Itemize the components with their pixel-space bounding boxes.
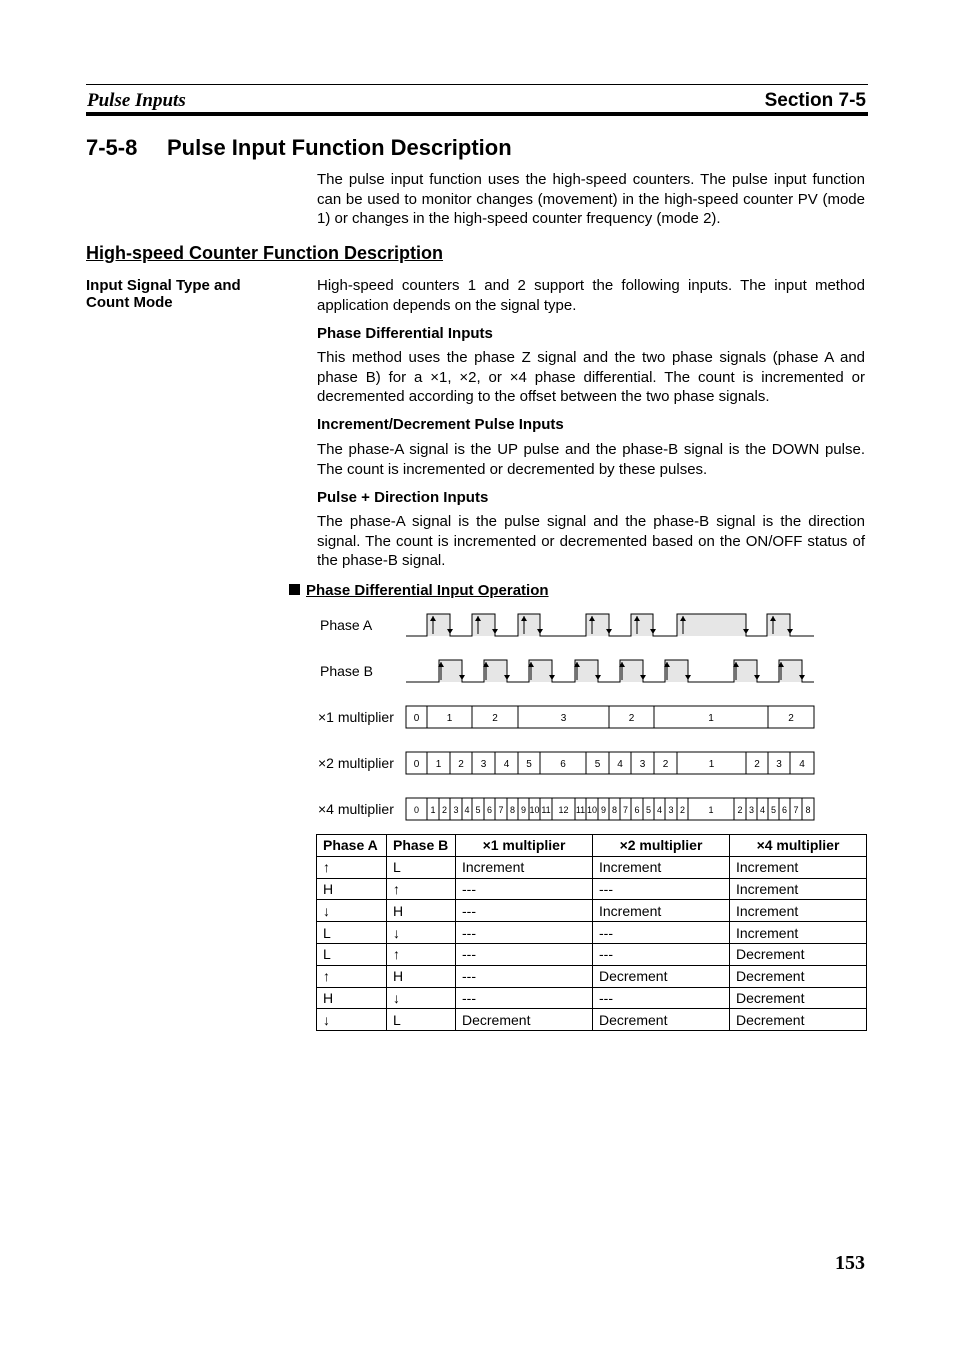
pulse-fill [734,660,757,682]
table-cell: --- [593,922,730,944]
count-value: 8 [509,805,516,815]
table-cell: H [387,900,456,922]
count-value: 3 [748,805,755,815]
count-value: 2 [458,759,464,770]
intro-paragraph: The pulse input function uses the high-speed counters. The pulse input function can be used to monitor changes (movement) in the high-speed counter PV (mode 1) or changes in the high-speed counter frequency (mode 2). [317,171,865,227]
page-number: 153 [835,1252,865,1274]
table-cell: Decrement [593,1009,730,1031]
table-cell: --- [456,922,593,944]
header-chapter: Pulse Inputs [87,90,186,111]
pulse-fill [518,614,540,636]
count-value: 3 [639,759,646,770]
header-top-rule [86,84,868,85]
pulse-fill [620,660,643,682]
waveform-line [406,614,814,636]
pulse-fill [575,660,598,682]
timing-labels [318,617,394,817]
pulse-fill [677,614,746,636]
table-cell: ↑ [317,856,387,878]
pulse-fill [484,660,507,682]
table-cell: ↑ [317,965,387,987]
table-row [317,856,867,878]
table-row [317,922,867,944]
timing-label: Phase A [320,617,373,633]
count-value: 1 [446,713,453,724]
count-value: 1 [430,805,436,815]
count-value: 12 [558,805,569,815]
x2-multiplier-row [406,752,814,774]
col-x2: ×2 multiplier [593,835,730,857]
table-cell: --- [456,943,593,965]
count-value: 2 [628,713,635,724]
table-cell: --- [593,987,730,1009]
table-cell: L [317,943,387,965]
pulse-fill [631,614,653,636]
table-cell: Increment [730,878,867,900]
table-cell: --- [456,987,593,1009]
table-cell: --- [456,878,593,900]
phase-a-waveform [406,614,814,636]
count-value: 4 [799,759,805,770]
count-value: 10 [529,805,540,815]
count-value: 6 [781,805,788,815]
count-value: 11 [541,805,551,815]
table-cell: --- [593,943,730,965]
table-cell: ↓ [317,1009,387,1031]
count-value: 0 [413,805,420,815]
table-row [317,900,867,922]
pulsedir-paragraph: The phase-A signal is the pulse signal and the phase-B signal is the direction signal. The count is incremented or decremented based on the ON/OFF status of the phase-B signal. [317,513,865,569]
count-value: 5 [770,805,777,815]
table-row [317,1009,867,1031]
pulse-fill [439,660,462,682]
count-value: 4 [617,759,623,770]
col-x4: ×4 multiplier [730,835,867,857]
count-value: 3 [668,805,674,815]
count-value: 4 [759,805,766,815]
signal-type-paragraph: High-speed counters 1 and 2 support the following inputs. The input method application depends on the signal type. [317,277,865,314]
count-value: 5 [645,805,652,815]
count-value: 1 [708,713,714,724]
table-cell: Increment [593,900,730,922]
table-row [317,987,867,1009]
table-cell: --- [456,965,593,987]
count-value: 2 [737,805,743,815]
table-row [317,943,867,965]
x4-multiplier-row [406,798,814,820]
square-bullet-icon [289,584,300,595]
count-value: 1 [708,805,714,815]
table-cell: Decrement [593,965,730,987]
incdec-paragraph: The phase-A signal is the UP pulse and the phase-B signal is the DOWN pulse. The count is incremented or decremented by these pulses. [317,441,865,478]
table-row [317,878,867,900]
count-value: 5 [475,805,481,815]
col-phase-b: Phase B [387,835,456,857]
count-value: 7 [793,805,799,815]
table-cell: H [387,965,456,987]
header-rule [86,112,868,116]
pulse-fill [779,660,802,682]
phase-differential-table [316,834,867,1031]
count-value: 1 [435,759,442,770]
count-value: 2 [441,805,448,815]
col-phase-a: Phase A [317,835,387,857]
count-value: 2 [788,713,794,724]
table-cell: Increment [456,856,593,878]
count-value: 4 [656,805,663,815]
count-value: 3 [453,805,459,815]
table-cell: H [317,878,387,900]
count-value: 6 [560,759,566,770]
table-cell: L [317,922,387,944]
count-value: 8 [805,805,811,815]
table-cell: Decrement [456,1009,593,1031]
count-value: 7 [622,805,629,815]
col-x1: ×1 multiplier [456,835,593,857]
count-value: 3 [560,713,567,724]
timing-label: ×2 multiplier [318,755,394,771]
table-cell: Increment [593,856,730,878]
table-cell: Decrement [730,987,867,1009]
table-cell: ↑ [387,943,456,965]
table-cell: ↑ [387,878,456,900]
count-value: 3 [480,759,487,770]
x1-multiplier-row [406,706,814,728]
side-label: Input Signal Type and Count Mode [86,277,241,311]
count-value: 7 [498,805,504,815]
table-cell: ↓ [317,900,387,922]
count-value: 4 [464,805,470,815]
section-title: Pulse Input Function Description [167,135,512,160]
count-value: 6 [486,805,493,815]
header-section: Section 7-5 [764,90,866,111]
pulse-fill [472,614,495,636]
count-value: 8 [611,805,618,815]
table-cell: H [317,987,387,1009]
table-cell: Increment [730,922,867,944]
count-value: 2 [492,713,498,724]
table-header-row [317,835,867,857]
table-cell: L [387,856,456,878]
section-number: 7-5-8 [86,135,138,160]
count-value: 1 [708,759,715,770]
timing-label: Phase B [320,663,373,679]
subheading: High-speed Counter Function Description [86,243,444,263]
pulse-fill [529,660,552,682]
pulse-fill [665,660,688,682]
phase-diff-paragraph: This method uses the phase Z signal and the two phase signals (phase A and phase B) for a ×1, ×2, or ×4 phase differential. The count is incremented or decremented according to the offset between the two phase signals. [317,349,865,405]
pulse-fill [427,614,450,636]
table-cell: Decrement [730,965,867,987]
count-value: 9 [600,805,607,815]
pulse-fill [586,614,609,636]
count-value: 11 [575,805,586,815]
operation-title-text: Phase Differential Input Operation [306,582,549,599]
table-cell: Decrement [730,1009,867,1031]
phase-b-waveform [406,660,814,682]
operation-title [289,582,549,599]
count-value: 5 [526,759,532,770]
table-cell: ↓ [387,987,456,1009]
table-row [317,965,867,987]
timing-diagram [300,600,830,830]
table-cell: L [387,1009,456,1031]
count-value: 2 [679,805,686,815]
table-cell: Increment [730,900,867,922]
section-heading [86,135,512,161]
count-value: 2 [662,759,669,770]
count-value: 4 [503,759,510,770]
count-value: 0 [413,713,420,724]
pulse-fill [767,614,790,636]
timing-label: ×4 multiplier [318,801,394,817]
count-value: 3 [776,759,782,770]
incdec-heading: Increment/Decrement Pulse Inputs [317,416,564,433]
count-value: 10 [586,805,598,815]
timing-label: ×1 multiplier [318,709,394,725]
count-value: 2 [754,759,760,770]
table-cell: --- [456,900,593,922]
table-cell: --- [593,878,730,900]
table-cell: ↓ [387,922,456,944]
phase-diff-heading: Phase Differential Inputs [317,325,493,342]
count-value: 5 [594,759,601,770]
count-value: 6 [634,805,640,815]
count-value: 9 [520,805,527,815]
pulsedir-heading: Pulse + Direction Inputs [317,489,489,506]
table-cell: Increment [730,856,867,878]
count-value: 0 [413,759,420,770]
table-cell: Decrement [730,943,867,965]
